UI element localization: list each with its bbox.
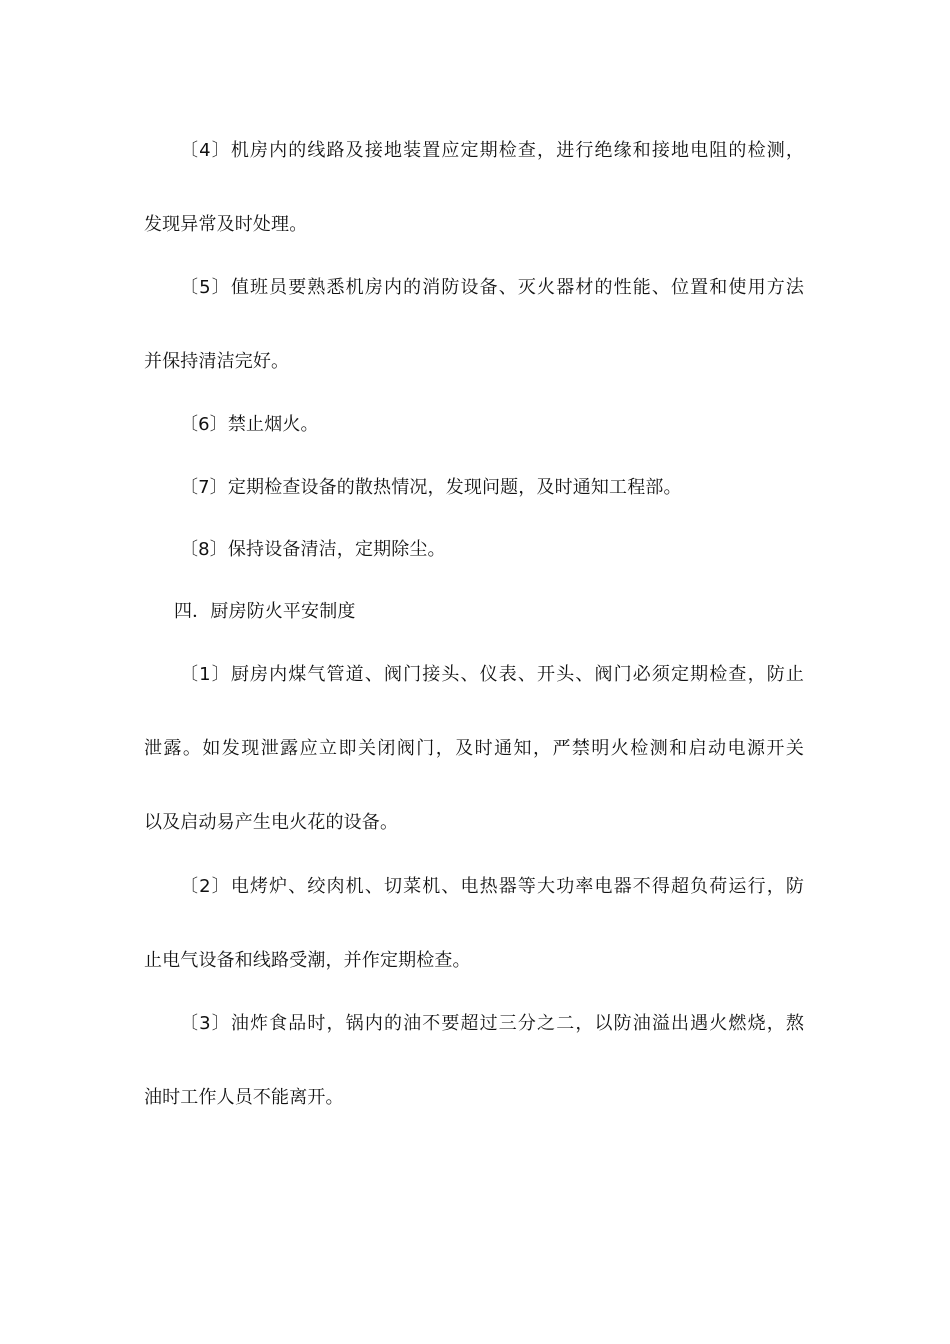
- section-heading: 四．厨房防火平安制度: [174, 601, 356, 622]
- paragraph-line: 〔6〕禁止烟火。: [180, 414, 319, 435]
- paragraph-line: 发现异常及时处理。: [144, 214, 308, 235]
- paragraph-line: 以及启动易产生电火花的设备。: [144, 812, 399, 833]
- paragraph-line: 〔7〕定期检查设备的散热情况，发现问题，及时通知工程部。: [180, 477, 682, 498]
- paragraph-line: 〔2〕电烤炉、绞肉机、切菜机、电热器等大功率电器不得超负荷运行，防: [180, 876, 804, 897]
- paragraph-line: 泄露。如发现泄露应立即关闭阀门，及时通知，严禁明火检测和启动电源开关: [144, 738, 804, 759]
- paragraph-line: 〔5〕值班员要熟悉机房内的消防设备、灭火器材的性能、位置和使用方法: [180, 277, 804, 298]
- paragraph-line: 〔1〕厨房内煤气管道、阀门接头、仪表、开头、阀门必须定期检查，防止: [180, 664, 804, 685]
- paragraph-line: 并保持清洁完好。: [144, 351, 290, 372]
- paragraph-line: 〔8〕保持设备清洁，定期除尘。: [180, 539, 446, 560]
- paragraph-line: 油时工作人员不能离开。: [144, 1087, 344, 1108]
- paragraph-line: 〔4〕机房内的线路及接地装置应定期检查，进行绝缘和接地电阻的检测，: [180, 140, 804, 161]
- paragraph-line: 〔3〕油炸食品时，锅内的油不要超过三分之二，以防油溢出遇火燃烧，熬: [180, 1013, 804, 1034]
- paragraph-line: 止电气设备和线路受潮，并作定期检查。: [144, 950, 471, 971]
